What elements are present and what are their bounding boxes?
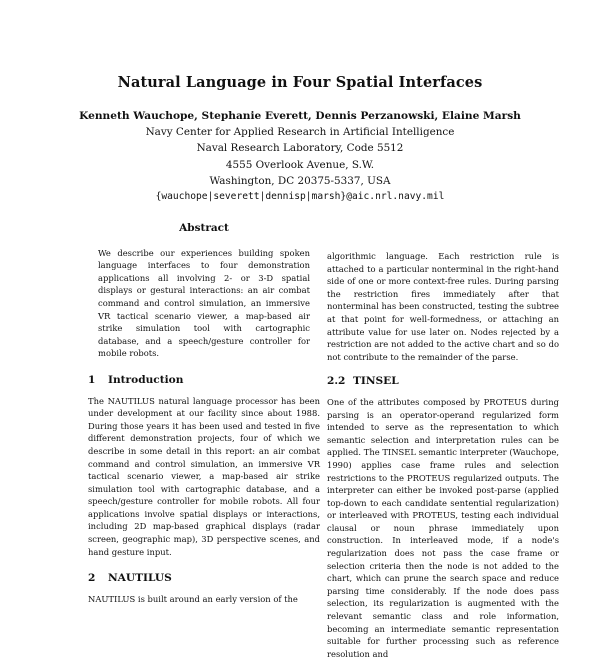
nautilus-text: NAUTILUS is built around an early version of the xyxy=(88,593,298,604)
section-number: 2 xyxy=(88,572,96,585)
section-title: TINSEL xyxy=(353,375,399,388)
paper-title: Natural Language in Four Spatial Interfaces xyxy=(117,74,483,91)
section-heading-nautilus xyxy=(88,572,320,585)
section-title: NAUTILUS xyxy=(108,572,172,585)
section-heading-introduction xyxy=(88,374,320,387)
author-block xyxy=(0,108,600,205)
tinsel-text: One of the attributes composed by PROTEUS during parsing is an operator-operand regularized form intended to serve as the representation to which semantic selection and interpretation rules can be applied. The TINSEL semantic interpreter (Wauchope, 1990) applies case frame rules and selection restrictions to the PROTEUS regularized outputs. The interpreter can either be invoked post-parse (applied top-down to each candidate sentential regularization) or interleaved with PROTEUS, testing each individual clausal or noun phrase immediately upon construction. In interleaved mode, if a node's regularization does not pass the case frame or selection criteria then the node is not added to the chart, which can prune the search space and reduce parsing time considerably. If the node does pass selection, its regularization is augmented with the relevant semantic class and role information, becoming an intermediate semantic representation suitable for further processing such as reference resolution and xyxy=(327,396,559,659)
affiliation-line: Naval Research Laboratory, Code 5512 xyxy=(196,142,404,155)
left-column xyxy=(88,222,320,605)
section-title: Introduction xyxy=(108,373,184,386)
section-heading-tinsel xyxy=(327,375,559,388)
continued-text: algorithmic language. Each restriction rule is attached to a particular nonterminal in the right-hand side of one or more context-free rules. During parsing the restriction fires immediately after that nonterminal has been constructed, testing the subtree at that point for well-formedness, or attaching an attribute value for use later on. Nodes rejected by a restriction are not added to the active chart and so do not contribute to the remainder of the parse. xyxy=(327,251,559,362)
author-email: {wauchope|severett|dennisp|marsh}@aic.nrl.navy.mil xyxy=(155,191,445,203)
affiliation-line: Navy Center for Applied Research in Artificial Intelligence xyxy=(145,126,455,139)
abstract-heading: Abstract xyxy=(179,222,229,234)
affiliation-line: Washington, DC 20375-5337, USA xyxy=(209,174,391,187)
abstract-text: We describe our experiences building spoken language interfaces to four demonstration applications all involving 2- or 3-D spatial displays or gestural interactions: an air combat command and control simulation, an immersive VR tactical scenario viewer, a map-based air strike simulation tool with cartographic database, and a speech/gesture controller for mobile robots. xyxy=(98,247,310,359)
author-list: Kenneth Wauchope, Stephanie Everett, Dennis Perzanowski, Elaine Marsh xyxy=(79,110,521,122)
affiliation-line: 4555 Overlook Avenue, S.W. xyxy=(225,158,375,171)
section-number: 2.2 xyxy=(327,375,346,388)
section-number: 1 xyxy=(88,373,96,386)
introduction-text: The NAUTILUS natural language processor has been under development at our facility since about 1988. During those years it has been used and tested in five different demonstration projects, four of which we describe in some detail in this report: an air combat command and control simulation, an immersive VR tactical scenario viewer, a map-based air strike simulation tool with cartographic database, and a speech/gesture controller for mobile robots. All four applications involve spatial displays or interactions, including 2D map-based graphical displays (radar screen, geographic map), 3D perspective scenes, and hand gesture input. xyxy=(88,395,320,557)
right-column xyxy=(327,250,559,660)
